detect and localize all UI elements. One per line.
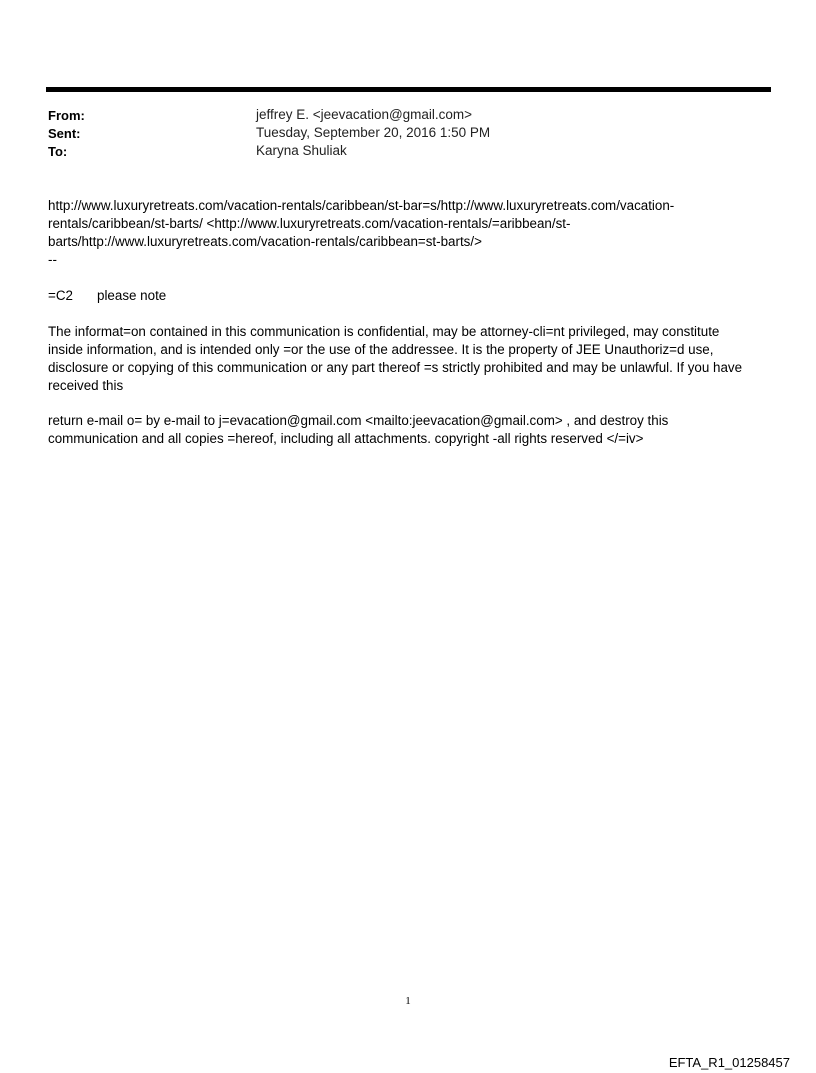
header-rule bbox=[46, 87, 771, 92]
sent-value: Tuesday, September 20, 2016 1:50 PM bbox=[256, 125, 491, 140]
url-block bbox=[48, 197, 768, 269]
return-line-1: return e-mail o= by e-mail to j=evacation@gmail.com <mailto:jeevacation@gmail.com> , and destroy this bbox=[48, 413, 669, 428]
to-label: To: bbox=[48, 144, 68, 159]
to-value: Karyna Shuliak bbox=[256, 143, 347, 158]
note-prefix: =C2 bbox=[48, 288, 73, 303]
sent-label: Sent: bbox=[48, 126, 81, 141]
page-number: 1 bbox=[405, 995, 411, 1007]
confidential-line-2: inside information, and is intended only =or the use of the addressee. It is the property of JEE Unauthoriz=d use, bbox=[48, 342, 714, 357]
url-line-1: http://www.luxuryretreats.com/vacation-rentals/caribbean/st-bar=s/http://www.luxuryretreats.com/vacation- bbox=[48, 198, 675, 213]
url-line-3: barts/http://www.luxuryretreats.com/vacation-rentals/caribbean=st-barts/> bbox=[48, 234, 482, 249]
bates-number: EFTA_R1_01258457 bbox=[668, 1055, 790, 1070]
confidentiality-notice bbox=[48, 323, 768, 395]
from-label: From: bbox=[48, 108, 85, 123]
confidential-line-1: The informat=on contained in this communication is confidential, may be attorney-cli=nt privileged, may constitute bbox=[48, 324, 720, 339]
note-text: please note bbox=[97, 288, 167, 303]
note-line bbox=[48, 287, 768, 305]
url-line-2: rentals/caribbean/st-barts/ <http://www.luxuryretreats.com/vacation-rentals/=aribbean/st- bbox=[48, 216, 571, 231]
confidential-line-3: disclosure or copying of this communication or any part thereof =s strictly prohibited and may be unlawful. If you have bbox=[48, 360, 743, 375]
from-value: jeffrey E. <jeevacation@gmail.com> bbox=[256, 107, 473, 122]
separator: -- bbox=[48, 252, 57, 267]
return-notice bbox=[48, 412, 768, 448]
return-line-2: communication and all copies =hereof, including all attachments. copyright -all rights reserved </=iv> bbox=[48, 431, 644, 446]
confidential-line-4: received this bbox=[48, 378, 124, 393]
